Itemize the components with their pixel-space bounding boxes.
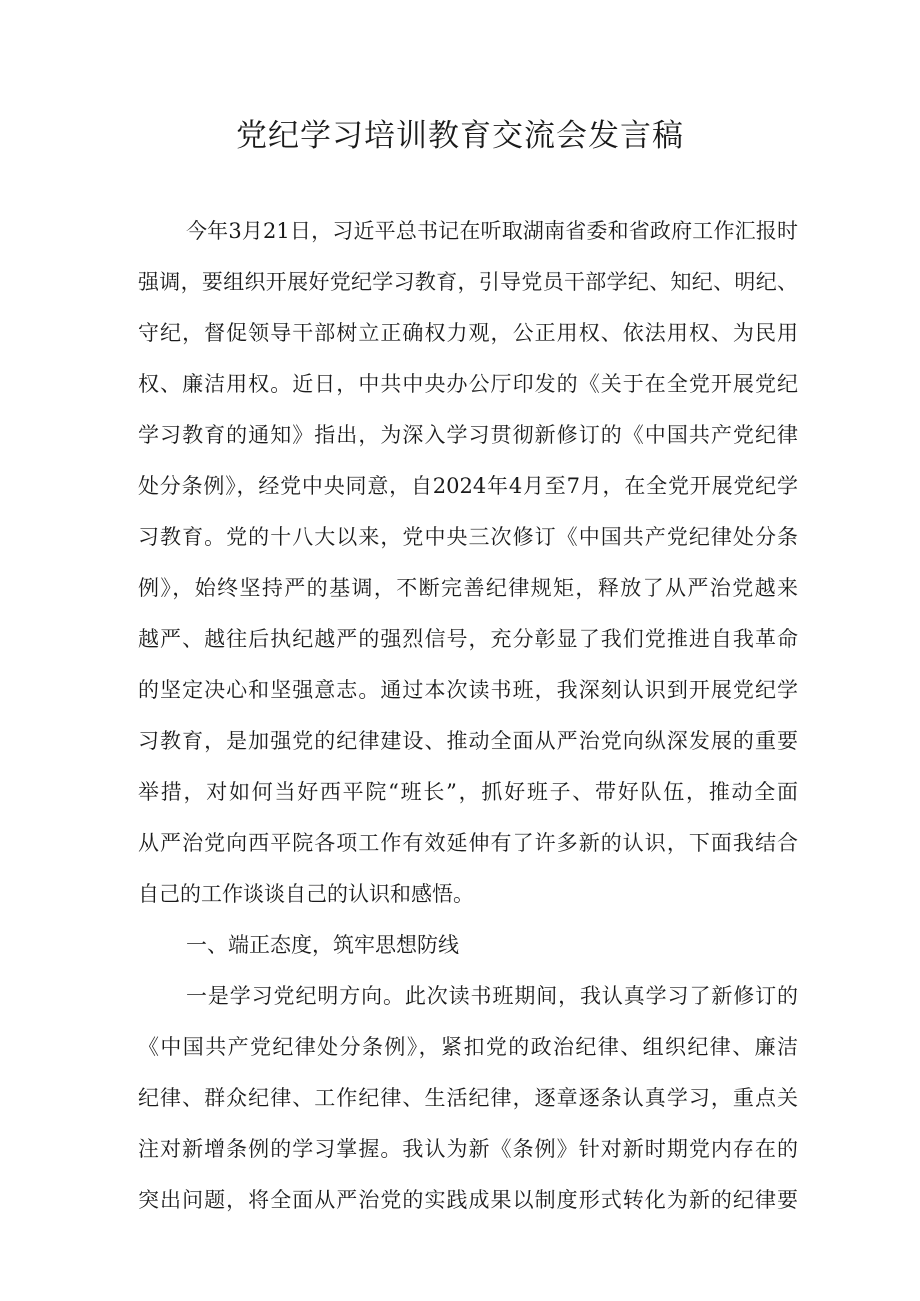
text-line: 处分条例》，经党中央同意，自2024年4月至7月，在全党开展党纪学 bbox=[138, 474, 798, 498]
text-line: 守纪，督促领导干部树立正确权力观，公正用权、依法用权、为民用 bbox=[138, 321, 798, 345]
text-line: 权、廉洁用权。近日，中共中央办公厅印发的《关于在全党开展党纪 bbox=[138, 372, 798, 396]
text-line: 越严、越往后执纪越严的强烈信号，充分彰显了我们党推进自我革命 bbox=[138, 627, 798, 651]
text-line: 学习教育的通知》指出，为深入学习贯彻新修订的《中国共产党纪律 bbox=[138, 423, 798, 447]
document-title: 党纪学习培训教育交流会发言稿 bbox=[236, 118, 684, 154]
text-line: 的坚定决心和坚强意志。通过本次读书班，我深刻认识到开展党纪学 bbox=[138, 678, 798, 702]
text-line: 习教育，是加强党的纪律建设、推动全面从严治党向纵深发展的重要 bbox=[138, 729, 798, 753]
text-line: 例》，始终坚持严的基调，不断完善纪律规矩，释放了从严治党越来 bbox=[138, 576, 798, 600]
text-line: 举措，对如何当好西平院“班长”，抓好班子、带好队伍，推动全面 bbox=[138, 780, 798, 804]
text-line: 《中国共产党纪律处分条例》，紧扣党的政治纪律、组织纪律、廉洁 bbox=[138, 1035, 798, 1059]
text-line: 今年3月21日，习近平总书记在听取湖南省委和省政府工作汇报时 bbox=[186, 219, 798, 243]
text-line: 一是学习党纪明方向。此次读书班期间，我认真学习了新修订的 bbox=[186, 984, 798, 1008]
text-line: 习教育。党的十八大以来，党中央三次修订《中国共产党纪律处分条 bbox=[138, 525, 798, 549]
section-heading: 一、端正态度，筑牢思想防线 bbox=[186, 933, 459, 957]
text-line: 自己的工作谈谈自己的认识和感悟。 bbox=[138, 882, 474, 906]
text-line: 纪律、群众纪律、工作纪律、生活纪律，逐章逐条认真学习，重点关 bbox=[138, 1086, 798, 1110]
text-line: 从严治党向西平院各项工作有效延伸有了许多新的认识，下面我结合 bbox=[138, 831, 798, 855]
text-line: 强调，要组织开展好党纪学习教育，引导党员干部学纪、知纪、明纪、 bbox=[138, 270, 798, 294]
text-line: 注对新增条例的学习掌握。我认为新《条例》针对新时期党内存在的 bbox=[138, 1137, 798, 1161]
text-line: 突出问题，将全面从严治党的实践成果以制度形式转化为新的纪律要 bbox=[138, 1188, 798, 1212]
